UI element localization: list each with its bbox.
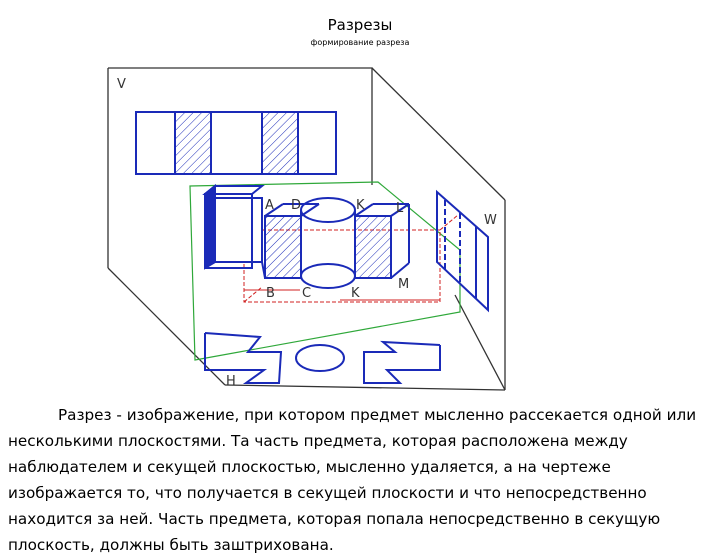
top-view [205,333,440,383]
page-title: Разрезы [327,16,393,34]
point-label-l: L [396,201,404,216]
plane-label-h: H [226,374,236,389]
point-label-m: M [398,277,410,292]
point-label-k2: K [351,286,360,301]
point-label-b: B [266,286,275,301]
definition-paragraph [8,402,714,558]
paragraph-text: Разрез - изображение, при котором предмет мысленно рассекается одной или несколькими плоскостями. Та часть предмета, которая расположена между наблюдателем и секущей плоскостью, мысленно удаляется, а на чертеже изображается то, что получается в секущей плоскости и что непосредственно находится за ней. Часть предмета, которая попала непосредственно в секущую плоскость, должны быть заштрихована. [8,406,697,554]
point-label-k: K [356,198,365,213]
front-view [136,112,336,174]
plane-label-w: W [484,213,497,228]
point-label-c: C [302,286,312,301]
plane-label-v: V [117,77,126,92]
point-label-a: A [265,198,274,213]
isometric-object [205,186,409,288]
point-label-d: D [291,198,302,213]
side-view [437,192,488,310]
page-subtitle: формирование разреза [310,38,410,47]
